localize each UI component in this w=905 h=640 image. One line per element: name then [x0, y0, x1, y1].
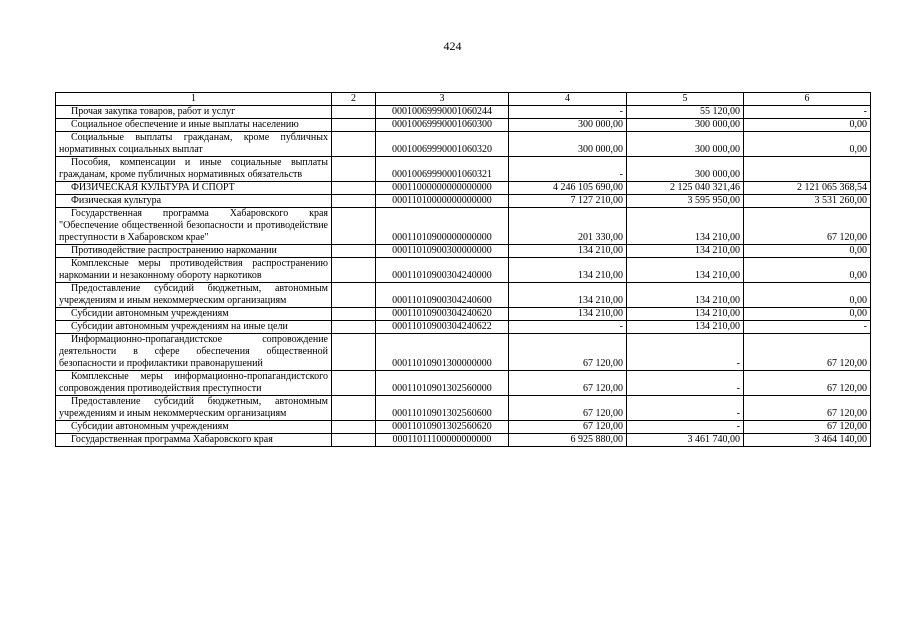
row-name: Социальное обеспечение и иные выплаты населению — [56, 119, 332, 132]
row-value-6 — [744, 157, 871, 182]
row-value-5: 55 120,00 — [627, 106, 744, 119]
row-value-6: 67 120,00 — [744, 334, 871, 371]
row-col2 — [332, 157, 376, 182]
row-name: Государственная программа Хабаровского края "Обеспечение общественной безопасности и противодействие преступности в Хабаровском крае" — [56, 208, 332, 245]
table-row — [56, 106, 871, 119]
row-value-6: - — [744, 106, 871, 119]
row-value-6: 3 464 140,00 — [744, 434, 871, 447]
column-header: 5 — [627, 93, 744, 106]
table-row — [56, 195, 871, 208]
budget-table — [55, 92, 871, 447]
row-code: 00011010901302560000 — [376, 371, 509, 396]
row-value-6: 0,00 — [744, 308, 871, 321]
row-value-4: 134 210,00 — [509, 283, 627, 308]
row-name: Государственная программа Хабаровского края — [56, 434, 332, 447]
row-value-5: - — [627, 334, 744, 371]
row-code: 00011010900304240000 — [376, 258, 509, 283]
table-row — [56, 321, 871, 334]
row-col2 — [332, 283, 376, 308]
table-row — [56, 157, 871, 182]
table-row — [56, 182, 871, 195]
header-row — [56, 93, 871, 106]
column-header: 1 — [56, 93, 332, 106]
row-code: 00010069990001060320 — [376, 132, 509, 157]
table-row — [56, 258, 871, 283]
table-row — [56, 119, 871, 132]
row-value-6: 0,00 — [744, 132, 871, 157]
row-value-5: 134 210,00 — [627, 245, 744, 258]
row-code: 00011010900304240620 — [376, 308, 509, 321]
row-value-5: 3 461 740,00 — [627, 434, 744, 447]
row-value-4: 300 000,00 — [509, 132, 627, 157]
row-value-4: 67 120,00 — [509, 421, 627, 434]
row-value-4: 300 000,00 — [509, 119, 627, 132]
row-col2 — [332, 258, 376, 283]
row-col2 — [332, 434, 376, 447]
row-value-5: - — [627, 371, 744, 396]
row-name: ФИЗИЧЕСКАЯ КУЛЬТУРА И СПОРТ — [56, 182, 332, 195]
row-value-4: 67 120,00 — [509, 396, 627, 421]
row-value-5: 134 210,00 — [627, 283, 744, 308]
row-value-6: 2 121 065 368,54 — [744, 182, 871, 195]
row-name: Противодействие распространению наркомании — [56, 245, 332, 258]
row-value-5: 300 000,00 — [627, 157, 744, 182]
row-name: Предоставление субсидий бюджетным, автономным учреждениям и иным некоммерческим организациям — [56, 396, 332, 421]
table-row — [56, 334, 871, 371]
row-code: 00011010900304240600 — [376, 283, 509, 308]
row-code: 00011010000000000000 — [376, 195, 509, 208]
row-value-6: 3 531 260,00 — [744, 195, 871, 208]
row-value-4: - — [509, 106, 627, 119]
table-row — [56, 308, 871, 321]
row-value-5: 134 210,00 — [627, 321, 744, 334]
row-value-4: 6 925 880,00 — [509, 434, 627, 447]
column-header: 2 — [332, 93, 376, 106]
row-code: 00011011100000000000 — [376, 434, 509, 447]
row-value-4: 201 330,00 — [509, 208, 627, 245]
row-name: Комплексные меры информационно-пропагандистского сопровождения противодействия преступности — [56, 371, 332, 396]
row-value-6: 0,00 — [744, 119, 871, 132]
row-value-5: - — [627, 396, 744, 421]
row-col2 — [332, 119, 376, 132]
row-code: 00011010900000000000 — [376, 208, 509, 245]
row-value-4: 67 120,00 — [509, 334, 627, 371]
row-value-5: 134 210,00 — [627, 208, 744, 245]
row-value-6: 0,00 — [744, 258, 871, 283]
row-value-5: 134 210,00 — [627, 308, 744, 321]
row-col2 — [332, 182, 376, 195]
row-value-4: 7 127 210,00 — [509, 195, 627, 208]
row-col2 — [332, 245, 376, 258]
table-row — [56, 396, 871, 421]
row-col2 — [332, 208, 376, 245]
row-col2 — [332, 421, 376, 434]
row-value-4: 4 246 105 690,00 — [509, 182, 627, 195]
table-row — [56, 208, 871, 245]
row-value-6: 0,00 — [744, 245, 871, 258]
row-name: Субсидии автономным учреждениям — [56, 308, 332, 321]
row-name: Информационно-пропагандистское сопровождение деятельности в сфере обеспечения общественной безопасности и профилактики правонарушений — [56, 334, 332, 371]
row-code: 00011010900304240622 — [376, 321, 509, 334]
row-value-5: 2 125 040 321,46 — [627, 182, 744, 195]
row-code: 00011010901300000000 — [376, 334, 509, 371]
row-col2 — [332, 106, 376, 119]
row-name: Физическая культура — [56, 195, 332, 208]
row-value-4: 134 210,00 — [509, 308, 627, 321]
row-value-6: 67 120,00 — [744, 396, 871, 421]
row-code: 00011010900300000000 — [376, 245, 509, 258]
row-value-6: 67 120,00 — [744, 371, 871, 396]
row-col2 — [332, 396, 376, 421]
row-name: Субсидии автономным учреждениям — [56, 421, 332, 434]
row-code: 00010069990001060300 — [376, 119, 509, 132]
row-name: Социальные выплаты гражданам, кроме публичных нормативных социальных выплат — [56, 132, 332, 157]
row-value-6: - — [744, 321, 871, 334]
row-value-4: 134 210,00 — [509, 245, 627, 258]
row-col2 — [332, 308, 376, 321]
row-col2 — [332, 195, 376, 208]
row-value-4: - — [509, 157, 627, 182]
row-value-5: 3 595 950,00 — [627, 195, 744, 208]
row-col2 — [332, 132, 376, 157]
row-value-6: 67 120,00 — [744, 421, 871, 434]
table-row — [56, 371, 871, 396]
table-row — [56, 132, 871, 157]
row-name: Субсидии автономным учреждениям на иные цели — [56, 321, 332, 334]
row-value-4: - — [509, 321, 627, 334]
row-value-6: 67 120,00 — [744, 208, 871, 245]
row-value-5: 134 210,00 — [627, 258, 744, 283]
row-value-4: 67 120,00 — [509, 371, 627, 396]
row-value-6: 0,00 — [744, 283, 871, 308]
table-row — [56, 283, 871, 308]
table-row — [56, 421, 871, 434]
row-col2 — [332, 334, 376, 371]
row-code: 00011000000000000000 — [376, 182, 509, 195]
table-row — [56, 245, 871, 258]
table-row — [56, 434, 871, 447]
row-code: 00011010901302560620 — [376, 421, 509, 434]
row-name: Пособия, компенсации и иные социальные выплаты гражданам, кроме публичных нормативных обязательств — [56, 157, 332, 182]
row-name: Комплексные меры противодействия распространению наркомании и незаконному обороту наркотиков — [56, 258, 332, 283]
row-code: 00010069990001060244 — [376, 106, 509, 119]
row-value-5: 300 000,00 — [627, 132, 744, 157]
row-col2 — [332, 321, 376, 334]
row-col2 — [332, 371, 376, 396]
column-header: 4 — [509, 93, 627, 106]
row-value-4: 134 210,00 — [509, 258, 627, 283]
row-code: 00011010901302560600 — [376, 396, 509, 421]
column-header: 6 — [744, 93, 871, 106]
column-header: 3 — [376, 93, 509, 106]
page-number: 424 — [443, 39, 462, 53]
row-value-5: 300 000,00 — [627, 119, 744, 132]
row-value-5: - — [627, 421, 744, 434]
row-name: Прочая закупка товаров, работ и услуг — [56, 106, 332, 119]
row-name: Предоставление субсидий бюджетным, автономным учреждениям и иным некоммерческим организациям — [56, 283, 332, 308]
row-code: 00010069990001060321 — [376, 157, 509, 182]
